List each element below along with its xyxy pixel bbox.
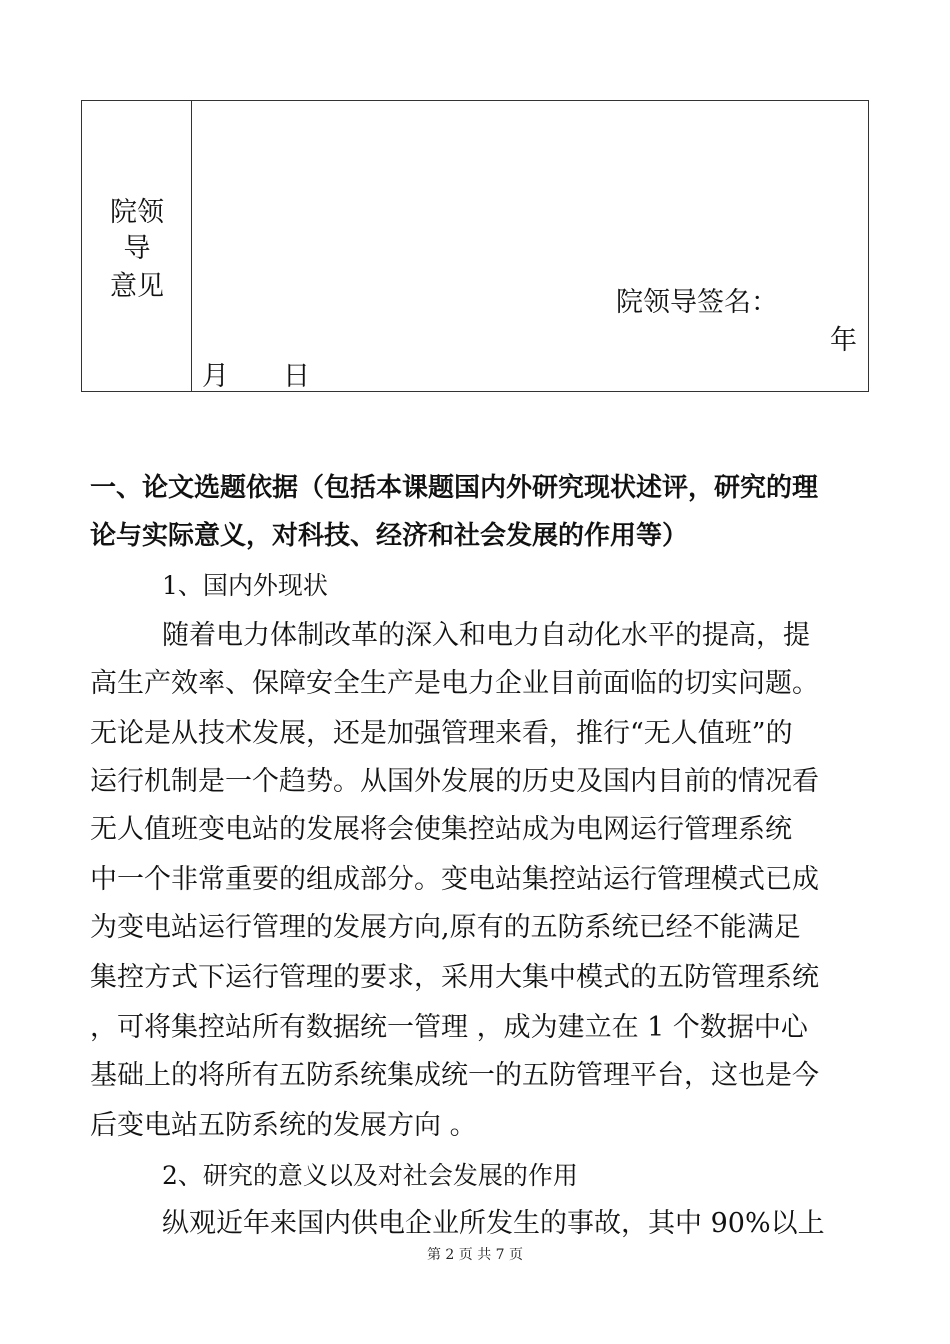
paragraph-line: 为变电站运行管理的发展方向,原有的五防系统已经不能满足 <box>90 912 801 943</box>
paragraph-line: 无人值班变电站的发展将会使集控站成为电网运行管理系统 <box>90 814 792 845</box>
paragraph-line: 运行机制是一个趋势。从国外发展的历史及国内目前的情况看 <box>90 766 819 797</box>
date-year: 年 <box>830 325 857 356</box>
section-heading-line: 一、论文选题依据（包括本课题国内外研究现状述评，研究的理 <box>90 473 819 503</box>
signature-label: 院领导签名： <box>616 287 778 318</box>
subsection-title: 2、研究的意义以及对社会发展的作用 <box>162 1161 578 1190</box>
paragraph-line: 后变电站五防系统的发展方向 。 <box>90 1110 477 1141</box>
paragraph-line: 随着电力体制改革的深入和电力自动化水平的提高，提 <box>162 620 810 651</box>
opinion-label-line: 意见 <box>110 271 164 302</box>
paragraph-line: 基础上的将所有五防系统集成统一的五防管理平台，这也是今 <box>90 1060 819 1091</box>
paragraph-line: 纵观近年来国内供电企业所发生的事故，其中 90%以上 <box>162 1208 825 1239</box>
paragraph-line: 高生产效率、保障安全生产是电力企业目前面临的切实问题。 <box>90 668 819 699</box>
page-number-footer: 第 2 页 共 7 页 <box>426 1247 524 1263</box>
section-heading-line: 论与实际意义，对科技、经济和社会发展的作用等） <box>90 521 689 551</box>
paragraph-line: 无论是从技术发展，还是加强管理来看，推行“无人值班”的 <box>90 718 793 749</box>
subsection-title: 1、国内外现状 <box>162 571 328 600</box>
opinion-label-cell <box>82 101 192 391</box>
opinion-label-line: 院领 <box>110 197 164 228</box>
leader-opinion-table <box>81 100 869 392</box>
paragraph-line: ，可将集控站所有数据统一管理 ，成为建立在 1 个数据中心 <box>90 1012 808 1043</box>
paragraph-line: 集控方式下运行管理的要求，采用大集中模式的五防管理系统 <box>90 962 819 993</box>
opinion-label-line: 导 <box>123 233 151 264</box>
paragraph-line: 中一个非常重要的组成部分。变电站集控站运行管理模式已成 <box>90 864 819 895</box>
date-month-day: 月 日 <box>202 361 310 392</box>
